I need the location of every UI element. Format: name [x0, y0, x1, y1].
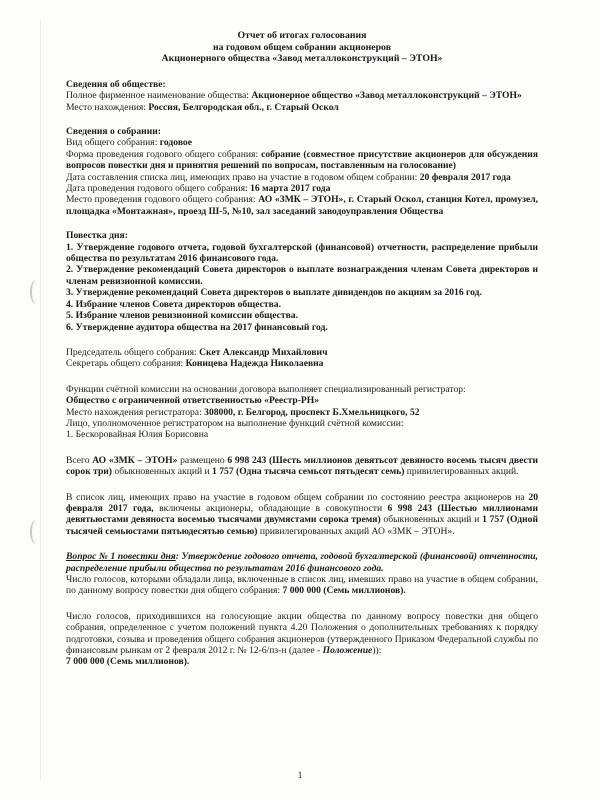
text-run: Положение [322, 645, 373, 657]
text-run: обыкновенных акций и [112, 466, 213, 478]
text-run: 6 998 243 (Шестью миллионами девятьюстами девяноста восемью тысячами двумястами сорока тремя) [66, 502, 538, 526]
document-title [66, 30, 538, 65]
field-value: собрание (совместное присутствие акционеров для обсуждения вопросов повестки дня и принятия решений по вопросам, поставленным на голосование) [66, 148, 538, 172]
meeting-date [66, 183, 538, 194]
text-run: привилегированных акций. [404, 466, 519, 478]
text-run: : [175, 551, 182, 563]
field-label: Вид общего собрания: [66, 137, 160, 149]
text-run: Всего [66, 454, 93, 466]
field-value: 16 марта 2017 года [250, 183, 331, 195]
text-run: 1 757 (Одной тысячей семьюстами пятьюдесятью семью) [66, 514, 538, 537]
field-label: Место нахождения: [66, 101, 149, 113]
registrar-person: 1. Бескоровайная Юлия Борисовна [66, 429, 209, 441]
meeting-place [66, 194, 538, 217]
section-heading: Сведения о собрании: [66, 126, 161, 137]
text-run: 7 000 000 (Семь миллионов). [282, 585, 406, 597]
field-value: Коницева Надежда Николаевна [185, 358, 324, 370]
scan-edge-line [40, 20, 41, 780]
agenda-item: 1. Утверждение годового отчета, годовой бухгалтерской (финансовой) отчетности, распределение прибыли общества по результатам 2016 финансового года. [66, 241, 538, 265]
text-run: 6 998 243 (Шесть миллионов девятьсот девяносто восемь тысяч двести сорок три) [66, 454, 538, 478]
shareholder-list-paragraph [66, 492, 538, 538]
text-run: 1 757 (Одна тысяча семьсот пятьдесят семь) [212, 466, 405, 478]
agenda-item: 5. Избрание членов ревизионной комиссии общества. [66, 310, 298, 322]
registrar-intro: Функции счётной комиссии на основании договора выполняет специализированный регистратор: [66, 383, 466, 395]
text-run: Число голосов, приходившихся на голосующие акции общества по данному вопросу повестки дня общего собрания, определенное с учетом положений пункта 4.20 Положения о дополнительных требованиях к порядку подготовки, созыва и проведения общего собрания акционеров (утвержденного Приказом Федеральной службы по финансовым рынкам от 2 февраля 2012 г. № 12-6/пз-н (далее - [66, 610, 538, 657]
question-1-voting-shares [66, 611, 538, 668]
text-run: В список лиц, имеющих право на участие в годовом общем собрании по состоянию реестра акционеров на [66, 491, 529, 503]
field-value: 308000, г. Белгород, проспект Б.Хмельницкого, 52 [204, 406, 420, 418]
field-label: Дата проведения годового общего собрания: [66, 183, 251, 195]
text-run: привилегированных акций АО «ЗМК – ЭТОН». [257, 525, 455, 537]
field-label: Секретарь общего собрания: [66, 358, 186, 370]
text-run: 20 февраля 2017 года, [66, 491, 538, 514]
punch-hole-mark [30, 280, 42, 304]
text-run: Число голосов, которыми обладали лица, включенные в список лиц, имевших право на участие в общем собрании, по данному вопросу повестки дня общего собрания: [66, 574, 538, 597]
registrar-person-label: Лицо, уполномоченное регистратором на выполнение функций счётной комиссии: [66, 417, 404, 429]
agenda-item: 6. Утверждение аудитора общества на 2017 финансовый год. [66, 321, 328, 333]
section-heading: Сведения об обществе: [66, 78, 166, 90]
title-line: Акционерного общества «Завод металлоконструкций – ЭТОН» [161, 53, 443, 65]
agenda-section [66, 230, 538, 333]
page-number: 1 [297, 770, 303, 781]
shares-placed-paragraph [66, 455, 538, 478]
company-location [66, 102, 538, 113]
registrar-location [66, 407, 538, 418]
registrar-section [66, 384, 538, 441]
company-full-name [66, 90, 538, 101]
title-line: Отчет об итогах голосования [237, 30, 367, 41]
question-1-votes [66, 574, 538, 597]
list-date [66, 172, 538, 183]
field-value: 20 февраля 2017 года [419, 171, 511, 183]
text-run: обыкновенных акций и [380, 514, 483, 526]
agenda-item: 3. Утверждение рекомендаций Совета директоров о выплате дивидендов по акциям за 2016 год. [66, 287, 482, 299]
meeting-form [66, 149, 538, 172]
field-label: Полное фирменное наименование общества: [66, 90, 252, 102]
text-run: 7 000 000 (Семь миллионов). [66, 656, 190, 668]
officials-section [66, 347, 538, 370]
document-body [66, 30, 538, 668]
question-1-heading [66, 551, 538, 574]
field-label: Дата составления списка лиц, имеющих право на участие в годовом общем собрании: [66, 171, 420, 183]
field-label: Место нахождения регистратора: [66, 406, 205, 418]
secretary [66, 358, 538, 369]
agenda-item: 2. Утверждение рекомендаций Совета директоров о выплате вознаграждения членам Совета директоров и членам ревизионной комиссии. [66, 264, 538, 287]
question-text: Утверждение годового отчета, годовой бухгалтерской (финансовой) отчетности, распределение прибыли общества по результатам 2016 финансового года. [66, 551, 538, 574]
text-run: )): [372, 645, 382, 657]
field-value: годовое [159, 137, 192, 149]
company-section [66, 79, 538, 113]
question-label: Вопрос № 1 повестки дня [66, 551, 176, 563]
agenda-item: 4. Избрание членов Совета директоров общества. [66, 298, 281, 310]
text-run: АО «ЗМК – ЭТОН» [92, 454, 178, 466]
field-label: Форма проведения годового общего собрания: [66, 148, 262, 160]
field-value: Акционерное общество «Завод металлоконструкций – ЭТОН» [251, 90, 522, 102]
field-value: Россия, Белгородская обл., г. Старый Оскол [148, 101, 339, 113]
text-run: включены акционеры, обладающие в совокупности [153, 502, 388, 514]
meeting-section [66, 126, 538, 217]
registrar-name: Общество с ограниченной ответственностью «Реестр-РН» [66, 395, 320, 407]
punch-hole-mark [30, 520, 42, 544]
field-label: Председатель общего собрания: [66, 346, 200, 358]
field-label: Место проведения годового общего собрания: [66, 194, 259, 206]
text-run: размещено [177, 454, 228, 466]
title-line: на годовом общем собрании акционеров [212, 41, 391, 53]
section-heading: Повестка дня: [66, 230, 128, 242]
meeting-type [66, 137, 538, 148]
field-value: Скет Александр Михайлович [199, 346, 328, 358]
field-value: АО «ЗМК – ЭТОН», г. Старый Оскол, станция Котел, промузел, площадка «Монтажная», проезд Ш-5, №10, зал заседаний заводоуправления Общества [66, 194, 538, 217]
chairman [66, 347, 538, 358]
